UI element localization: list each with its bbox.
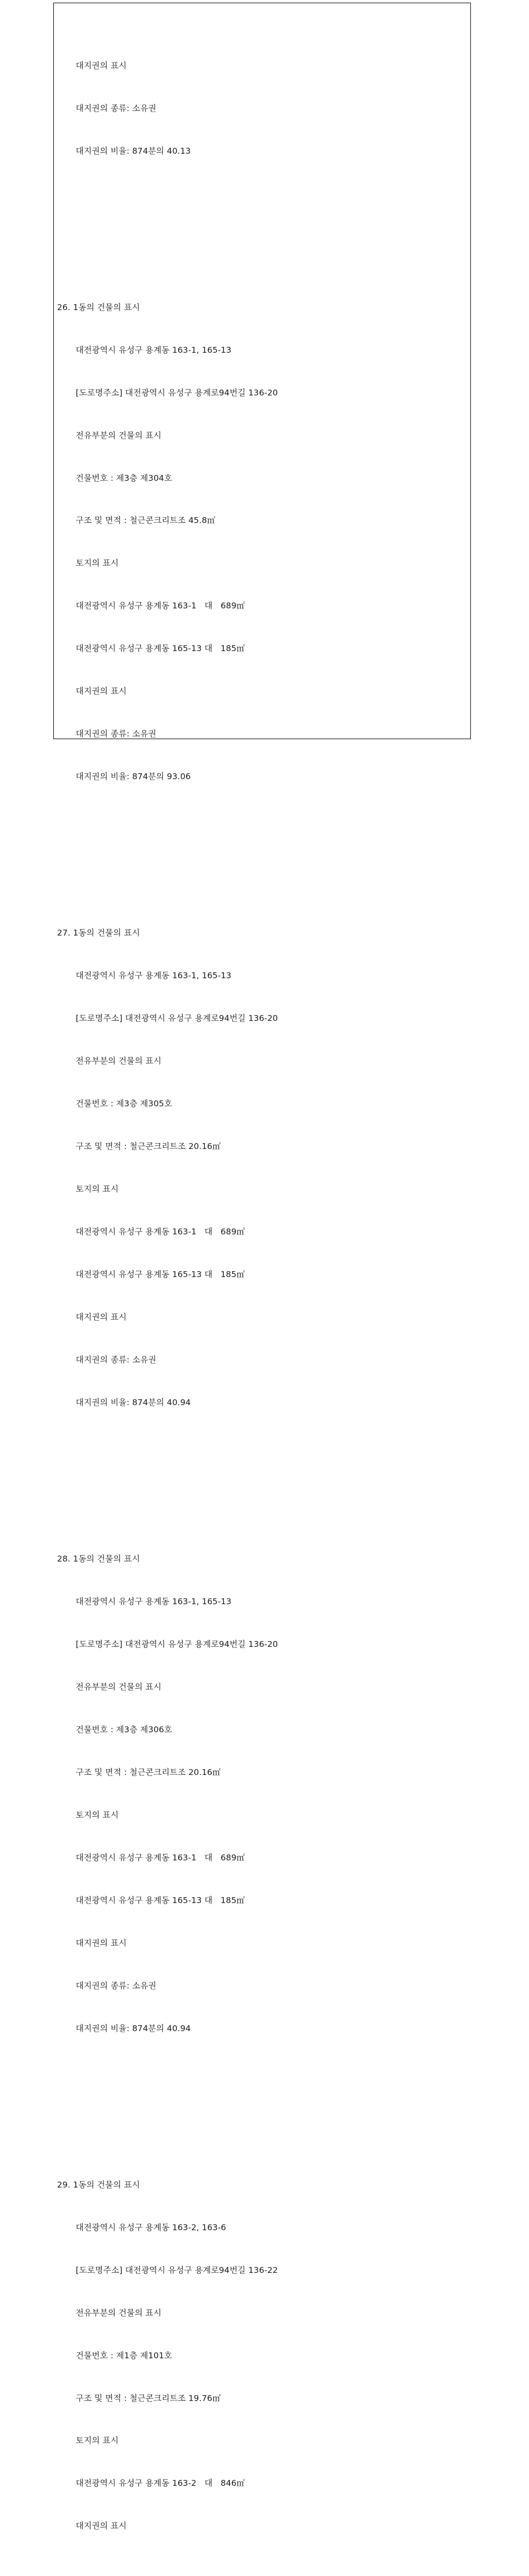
entry-heading: 26. 1동의 건물의 표시: [57, 302, 140, 312]
text-line: 건물번호 : 제3층 제306호: [76, 1724, 172, 1734]
text-line: 대지권의 표시: [76, 2521, 127, 2531]
text-line: 대전광역시 유성구 용계동 163-1, 165-13: [76, 1597, 231, 1607]
text-line: 대전광역시 유성구 용계동 165-13 대 185㎡: [76, 1270, 245, 1280]
text-line: [도로명주소] 대전광역시 유성구 용계로94번길 136-20: [76, 387, 278, 398]
text-line: 대전광역시 유성구 용계동 165-13 대 185㎡: [76, 1895, 245, 1905]
text-line: 토지의 표시: [76, 2436, 119, 2446]
entry-28: [57, 1524, 278, 2064]
text-line: 토지의 표시: [76, 1810, 119, 1820]
text-line: 건물번호 : 제3층 제305호: [76, 1099, 172, 1109]
text-line: 토지의 표시: [76, 1184, 119, 1194]
text-line: [도로명주소] 대전광역시 유성구 용계로94번길 136-20: [76, 1639, 278, 1649]
text-line: 대전광역시 유성구 용계동 163-1 대 689㎡: [76, 1227, 245, 1237]
text-line: 구조 및 면적 : 철근콘크리트조 45.8㎡: [76, 516, 215, 526]
text-line: 구조 및 면적 : 철근콘크리트조 20.16㎡: [76, 1767, 221, 1777]
text-line: 대전광역시 유성구 용계동 163-2 대 846㎡: [76, 2478, 245, 2488]
text-line: 대지권의 종류: 소유권: [76, 1980, 157, 1991]
spacer: [57, 215, 278, 229]
entry-27: [57, 898, 278, 1438]
text-line: 대지권의 비율: 874분의 40.13: [76, 146, 191, 156]
text-line: 구조 및 면적 : 철근콘크리트조 20.16㎡: [76, 1142, 221, 1152]
text-line: 대지권의 종류: 소유권: [76, 729, 157, 739]
text-line: 대전광역시 유성구 용계동 163-1 대 689㎡: [76, 1852, 245, 1862]
text-line: 대지권의 표시: [76, 1312, 127, 1322]
text-line: 대전광역시 유성구 용계동 163-1, 165-13: [76, 345, 231, 355]
text-line: 대지권의 종류: 소유권: [76, 1354, 157, 1365]
text-line: 전유부분의 건물의 표시: [76, 1682, 162, 1692]
entry-heading: 28. 1동의 건물의 표시: [57, 1554, 140, 1564]
text-line: 대전광역시 유성구 용계동 163-1 대 689㎡: [76, 601, 245, 611]
entry-heading: 29. 1동의 건물의 표시: [57, 2179, 140, 2190]
text-line: 전유부분의 건물의 표시: [76, 2308, 162, 2318]
spacer: [57, 1467, 278, 1481]
text-line: 대전광역시 유성구 용계동 165-13 대 185㎡: [76, 644, 245, 654]
text-line: 대지권의 표시: [76, 60, 127, 70]
opening-block: [57, 30, 278, 186]
text-line: 전유부분의 건물의 표시: [76, 430, 162, 440]
entry-29: [57, 2149, 278, 2562]
text-line: 대지권의 종류: 소유권: [76, 103, 157, 113]
text-line: 대지권의 비율: 874분의 40.94: [76, 2023, 191, 2033]
text-line: 대지권의 표시: [76, 1938, 127, 1948]
entry-heading: 27. 1동의 건물의 표시: [57, 928, 140, 938]
text-line: 대지권의 표시: [76, 686, 127, 696]
text-line: 대전광역시 유성구 용계동 163-2, 163-6: [76, 2222, 227, 2232]
document-body: [57, 2, 278, 2576]
text-line: 토지의 표시: [76, 558, 119, 568]
text-line: 전유부분의 건물의 표시: [76, 1056, 162, 1066]
text-line: 대지권의 비율: 874분의 93.06: [76, 772, 191, 782]
text-line: [도로명주소] 대전광역시 유성구 용계로94번길 136-22: [76, 2265, 278, 2275]
text-line: 구조 및 면적 : 철근콘크리트조 19.76㎡: [76, 2393, 221, 2403]
text-line: 대전광역시 유성구 용계동 163-1, 165-13: [76, 971, 231, 981]
text-line: 건물번호 : 제3층 제304호: [76, 473, 172, 483]
entry-26: [57, 272, 278, 812]
text-line: 건물번호 : 제1층 제101호: [76, 2350, 172, 2360]
spacer: [57, 841, 278, 855]
spacer: [57, 2092, 278, 2107]
text-line: 대지권의 비율: 874분의 40.94: [76, 1397, 191, 1407]
text-line: [도로명주소] 대전광역시 유성구 용계로94번길 136-20: [76, 1013, 278, 1024]
